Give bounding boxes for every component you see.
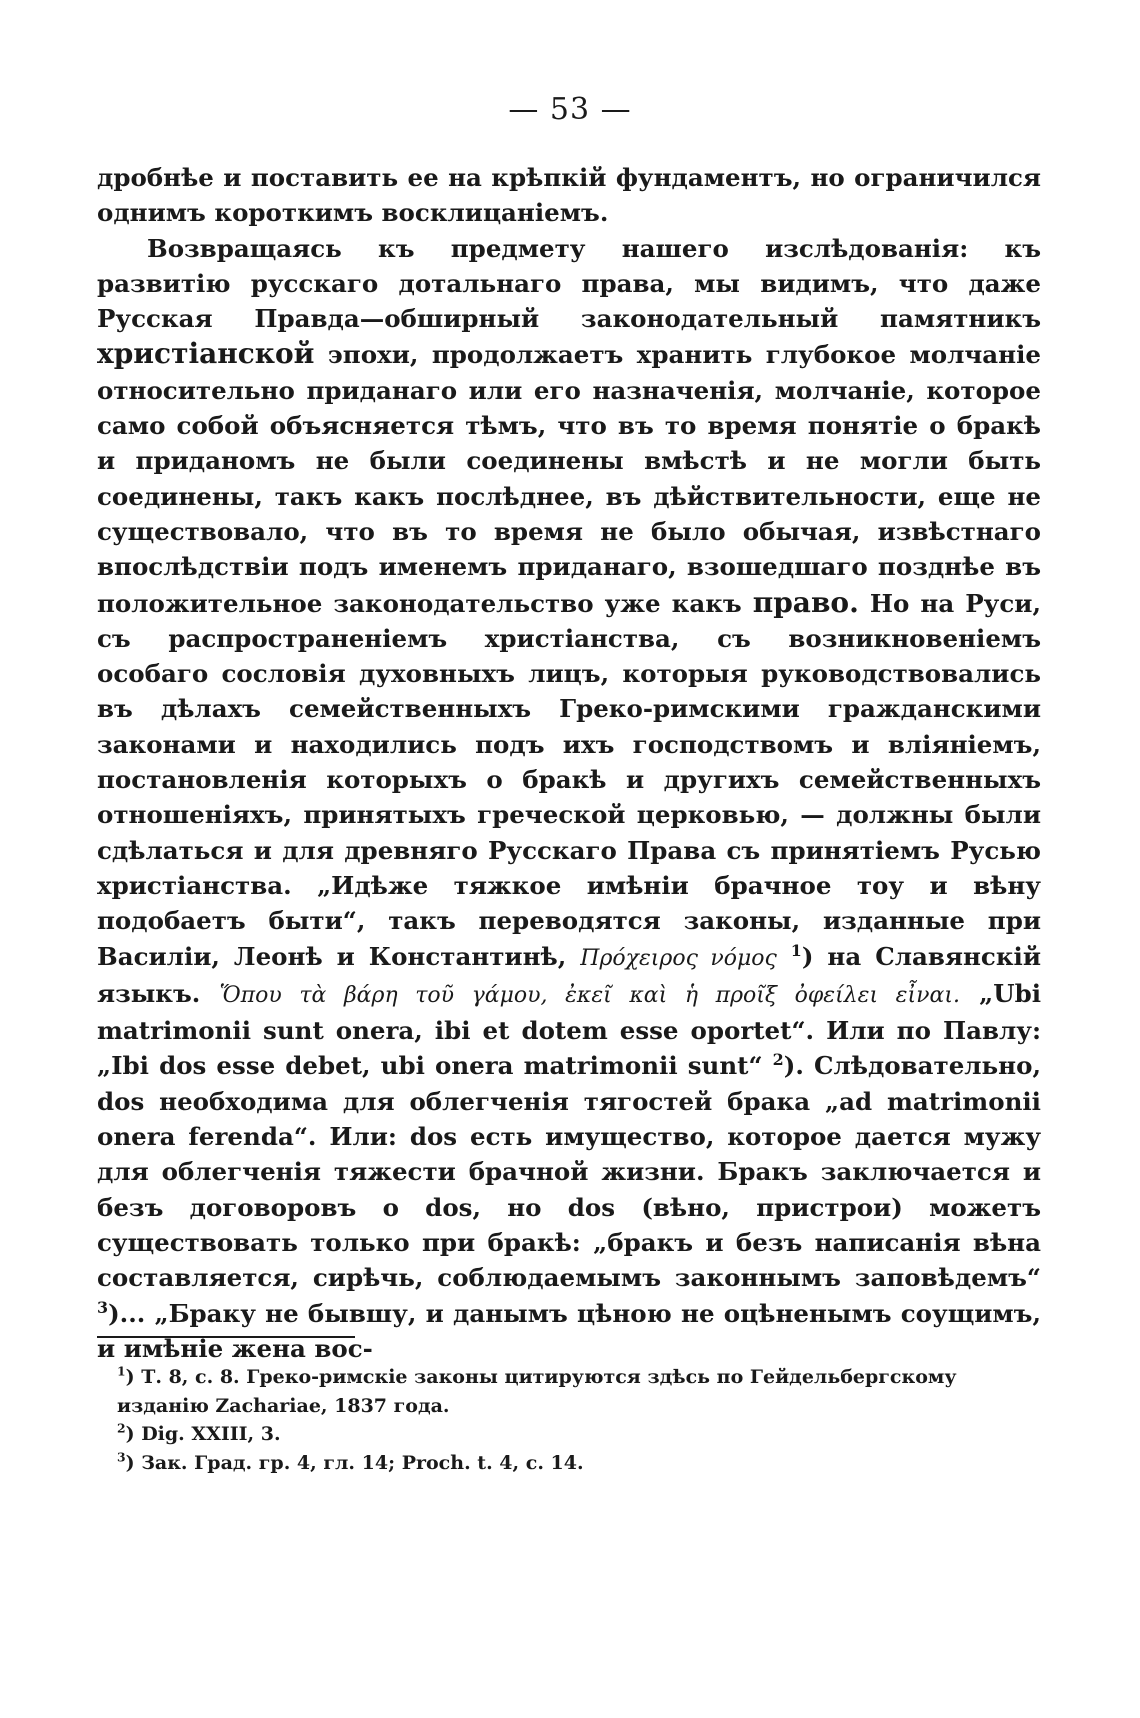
main-text xyxy=(97,160,1041,1366)
emphasized-word: право. xyxy=(752,585,859,619)
text-run: ) на Славянскій языкъ. xyxy=(97,941,1041,1008)
text-run: )... „Браку не бывшу, и данымъ цѣною не оцѣненымъ соущимъ, и имѣніе жена вос- xyxy=(97,1298,1041,1363)
footnote-text: ) Т. 8, с. 8. Греко-римскіе законы цитируются здѣсь по Гейдельбергскому изданію Zachariae, 1837 года. xyxy=(117,1366,957,1417)
footnote-mark: 3 xyxy=(117,1449,126,1465)
footnote-2 xyxy=(97,1420,1041,1449)
footnote-3 xyxy=(97,1449,1041,1478)
text-run: „Ubi matrimonii sunt onera, ibi et dotem esse oportet“. Или по Павлу: „Ibi dos esse debet, ubi onera matrimonii sunt“ xyxy=(97,978,1042,1081)
footnote-mark: 1 xyxy=(117,1363,126,1379)
text-run: эпохи, продолжаетъ хранить глубокое молчаніе относительно приданаго или его назначенія, молчаніе, которое само собой объясняется тѣмъ, что въ то время понятіе о бракѣ и приданомъ не были соединены вмѣстѣ и не могли быть соединены, такъ какъ послѣднее, въ дѣйствительности, еще не существовало, что въ то время не было обычая, извѣстнаго впослѣдствіи подъ именемъ приданаго, взошедшаго позднѣе въ положительное законодательство уже какъ xyxy=(97,340,1042,618)
page-number: — 53 — xyxy=(508,92,632,127)
footnote-text: ) Зак. Град. гр. 4, гл. 14; Proch. t. 4, c. 14. xyxy=(125,1451,584,1474)
footnotes xyxy=(97,1363,1041,1477)
footnote-ref: 1 xyxy=(790,940,802,960)
text-run: Но на Руси, съ распространеніемъ христіанства, съ возникновеніемъ особаго сословія духовныхъ лицъ, которыя руководствовались въ дѣлахъ семейственныхъ Греко-римскими гражданскими законами и находились подъ ихъ господствомъ и вліяніемъ, постановленія которыхъ о бракѣ и другихъ семейственныхъ отношеніяхъ, принятыхъ греческой церковью, — должны были сдѣлаться и для древняго Русскаго Права съ принятіемъ Русью христіанства. „Идѣже тяжкое имѣніи брачное тоу и вѣну подобаетъ быти“, такъ переводятся законы, изданные при Василіи, Леонѣ и Константинѣ, xyxy=(97,588,1041,971)
paragraph-main xyxy=(97,231,1041,1367)
footnote-divider xyxy=(97,1336,355,1338)
greek-title: Πρόχειρος νόμος xyxy=(580,945,777,971)
footnote-text: ) Dig. XXIII, 3. xyxy=(125,1423,281,1445)
greek-quote: Ὅπου τὰ βάρη τοῦ γάμου, ἐκεῖ καὶ ἡ προῖξ ὀφείλει εἶναι. xyxy=(219,982,960,1008)
footnote-mark: 2 xyxy=(117,1420,126,1436)
footnote-ref: 3 xyxy=(97,1297,109,1317)
text-run: ). Слѣдовательно, dos необходима для облегченія тягостей брака „ad matrimonii onera ferenda“. Или: dos есть имущество, которое дается мужу для облегченія тяжести брачной жизни. Бракъ заключается и безъ договоровъ о dos, но dos (вѣно, пристрои) можетъ существовать только при бракѣ: „бракъ и безъ написанія вѣна составляется, сирѣчь, соблюдаемымъ законнымъ заповѣдемъ“ xyxy=(97,1051,1041,1293)
footnote-ref: 2 xyxy=(772,1050,784,1070)
emphasized-word: христіанской xyxy=(97,337,315,371)
text-run: Возвращаясь къ предмету нашего изслѣдованія: къ развитію русскаго дотальнаго права, мы видимъ, что даже Русская Правда—обширный законодательный памятникъ xyxy=(97,233,1041,334)
footnote-1 xyxy=(97,1363,1041,1420)
paragraph-continuation: дробнѣе и поставить ее на крѣпкій фундаментъ, но ограничился однимъ короткимъ восклицаніемъ. xyxy=(97,163,1041,228)
